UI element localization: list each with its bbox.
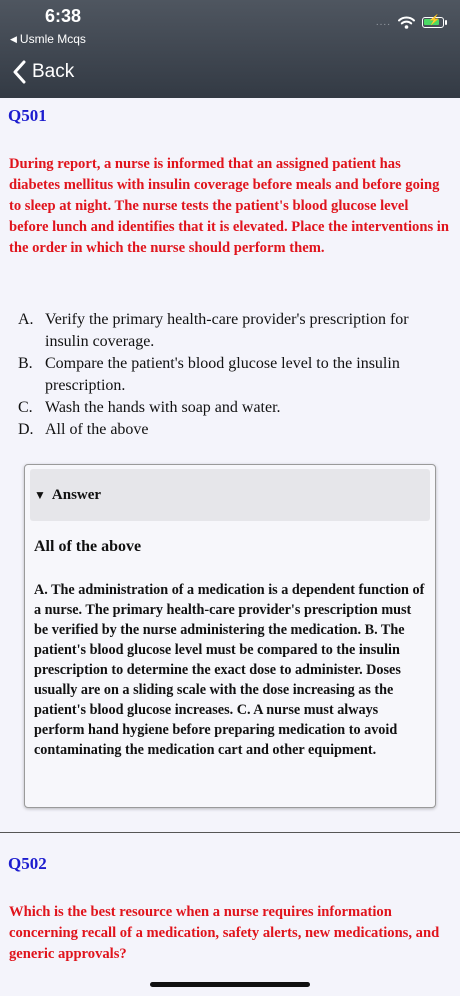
correct-answer: All of the above (34, 538, 142, 555)
wifi-icon (398, 16, 415, 29)
charging-bolt-icon: ⚡ (428, 15, 441, 26)
question-divider (0, 832, 460, 833)
chevron-left-icon (12, 60, 26, 84)
back-to-app-button[interactable] (10, 32, 86, 46)
option-item (18, 353, 450, 397)
question-id: Q502 (8, 854, 47, 873)
answer-toggle[interactable] (30, 469, 430, 521)
battery-icon (422, 17, 444, 28)
signal-icon: .... (375, 17, 391, 28)
option-text: Wash the hands with soap and water. (45, 399, 281, 416)
nav-back-button[interactable] (12, 60, 74, 84)
question-id: Q501 (8, 106, 47, 125)
option-text: All of the above (45, 421, 149, 438)
option-letter: B. (18, 355, 33, 372)
back-app-label: Usmle Mcqs (19, 32, 86, 46)
option-text: Verify the primary health-care provider's prescription for insulin coverage. (45, 311, 409, 350)
nav-back-label: Back (32, 61, 75, 82)
option-letter: C. (18, 399, 33, 416)
option-text: Compare the patient's blood glucose level to the insulin prescription. (45, 355, 400, 394)
answer-panel (24, 464, 436, 808)
option-item (18, 397, 450, 419)
answer-toggle-label: Answer (51, 486, 102, 503)
answer-explanation: A. The administration of a medication is a dependent function of a nurse. The primary health-care provider's prescription must be verified by the nurse administering the medication. B. The patient's blood glucose level must be compared to the insulin prescription to determine the exact dose to administer. Doses usually are on a sliding scale with the dose increasing as the patient's blood glucose increases. C. A nurse must always perform hand hygiene before preparing medication to avoid contaminating the medication cart and other equipment. (34, 582, 425, 758)
options-list (18, 309, 450, 441)
disclosure-triangle-icon: ▼ (34, 487, 46, 502)
top-bar (0, 0, 460, 98)
status-time: 6:38 (45, 6, 82, 26)
option-letter: A. (18, 311, 34, 328)
question-text: Which is the best resource when a nurse requires information concerning recall of a medication, safety alerts, new medications, and generic approvals? (9, 904, 440, 962)
home-indicator[interactable] (150, 982, 310, 987)
option-item (18, 419, 450, 441)
option-letter: D. (18, 421, 34, 438)
option-item (18, 309, 450, 353)
status-indicators (376, 16, 444, 29)
question-text: During report, a nurse is informed that an assigned patient has diabetes mellitus with insulin coverage before meals and before going to sleep at night. The nurse tests the patient's blood glucose level before lunch and identifies that it is elevated. Place the interventions in the order in which the nurse should perform them. (9, 156, 449, 256)
back-triangle-icon: ◀ (10, 33, 17, 44)
